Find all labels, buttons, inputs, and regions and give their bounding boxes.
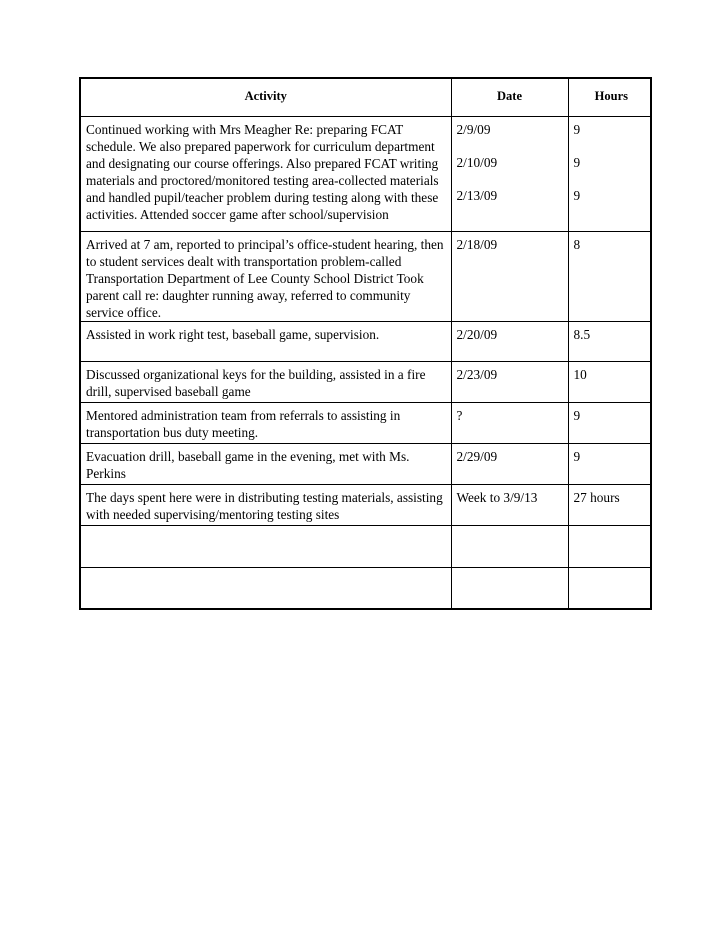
table-row-empty — [80, 567, 651, 609]
activity-cell: Continued working with Mrs Meagher Re: preparing FCAT schedule. We also prepared paperwork for curriculum department and designating our course offerings. Also prepared FCAT writing materials and proctored/monitored testing area-collected materials and handled pupil/teacher problem during testing along with these activities. Attended soccer game after school/supervision — [80, 116, 451, 231]
date-cell: ? — [451, 402, 568, 443]
hours-value: 9 — [573, 154, 581, 170]
header-hours: Hours — [568, 78, 651, 116]
hours-cell: 9 — [568, 402, 651, 443]
date-value: 2/13/09 — [456, 187, 498, 203]
hours-cell: 8 — [568, 231, 651, 321]
date-cell: 2/29/09 — [451, 443, 568, 484]
date-cell: 2/23/09 — [451, 361, 568, 402]
activity-cell: Evacuation drill, baseball game in the evening, met with Ms. Perkins — [80, 443, 451, 484]
hours-cell: 10 — [568, 361, 651, 402]
table-header-row — [80, 78, 651, 116]
table-row-empty — [80, 525, 651, 567]
hours-value: 9 — [573, 121, 581, 137]
date-cell: 2/20/09 — [451, 321, 568, 361]
date-cell — [451, 116, 568, 231]
date-value: 2/9/09 — [456, 121, 491, 137]
hours-cell: 27 hours — [568, 484, 651, 525]
hours-cell: 9 — [568, 443, 651, 484]
activity-cell — [80, 525, 451, 567]
header-date: Date — [451, 78, 568, 116]
table-row — [80, 231, 651, 321]
hours-cell — [568, 116, 651, 231]
date-value: 2/10/09 — [456, 154, 498, 170]
hours-cell: 8.5 — [568, 321, 651, 361]
date-cell — [451, 567, 568, 609]
activity-cell: Arrived at 7 am, reported to principal’s office-student hearing, then to student services dealt with transportation problem-called Transportation Department of Lee County School District Took parent call re: daughter running away, referred to community service office. — [80, 231, 451, 321]
hours-cell — [568, 525, 651, 567]
hours-value: 9 — [573, 187, 581, 203]
table-row — [80, 321, 651, 361]
table-row — [80, 116, 651, 231]
table-row — [80, 361, 651, 402]
activity-cell — [80, 567, 451, 609]
date-cell: 2/18/09 — [451, 231, 568, 321]
date-cell — [451, 525, 568, 567]
header-activity: Activity — [80, 78, 451, 116]
table-row — [80, 484, 651, 525]
table-row — [80, 443, 651, 484]
table-row — [80, 402, 651, 443]
activity-cell: The days spent here were in distributing testing materials, assisting with needed supervising/mentoring testing sites — [80, 484, 451, 525]
date-cell: Week to 3/9/13 — [451, 484, 568, 525]
activity-cell: Discussed organizational keys for the building, assisted in a fire drill, supervised baseball game — [80, 361, 451, 402]
hours-cell — [568, 567, 651, 609]
activity-log-table — [79, 77, 652, 610]
activity-cell: Mentored administration team from referrals to assisting in transportation bus duty meeting. — [80, 402, 451, 443]
activity-cell: Assisted in work right test, baseball game, supervision. — [80, 321, 451, 361]
